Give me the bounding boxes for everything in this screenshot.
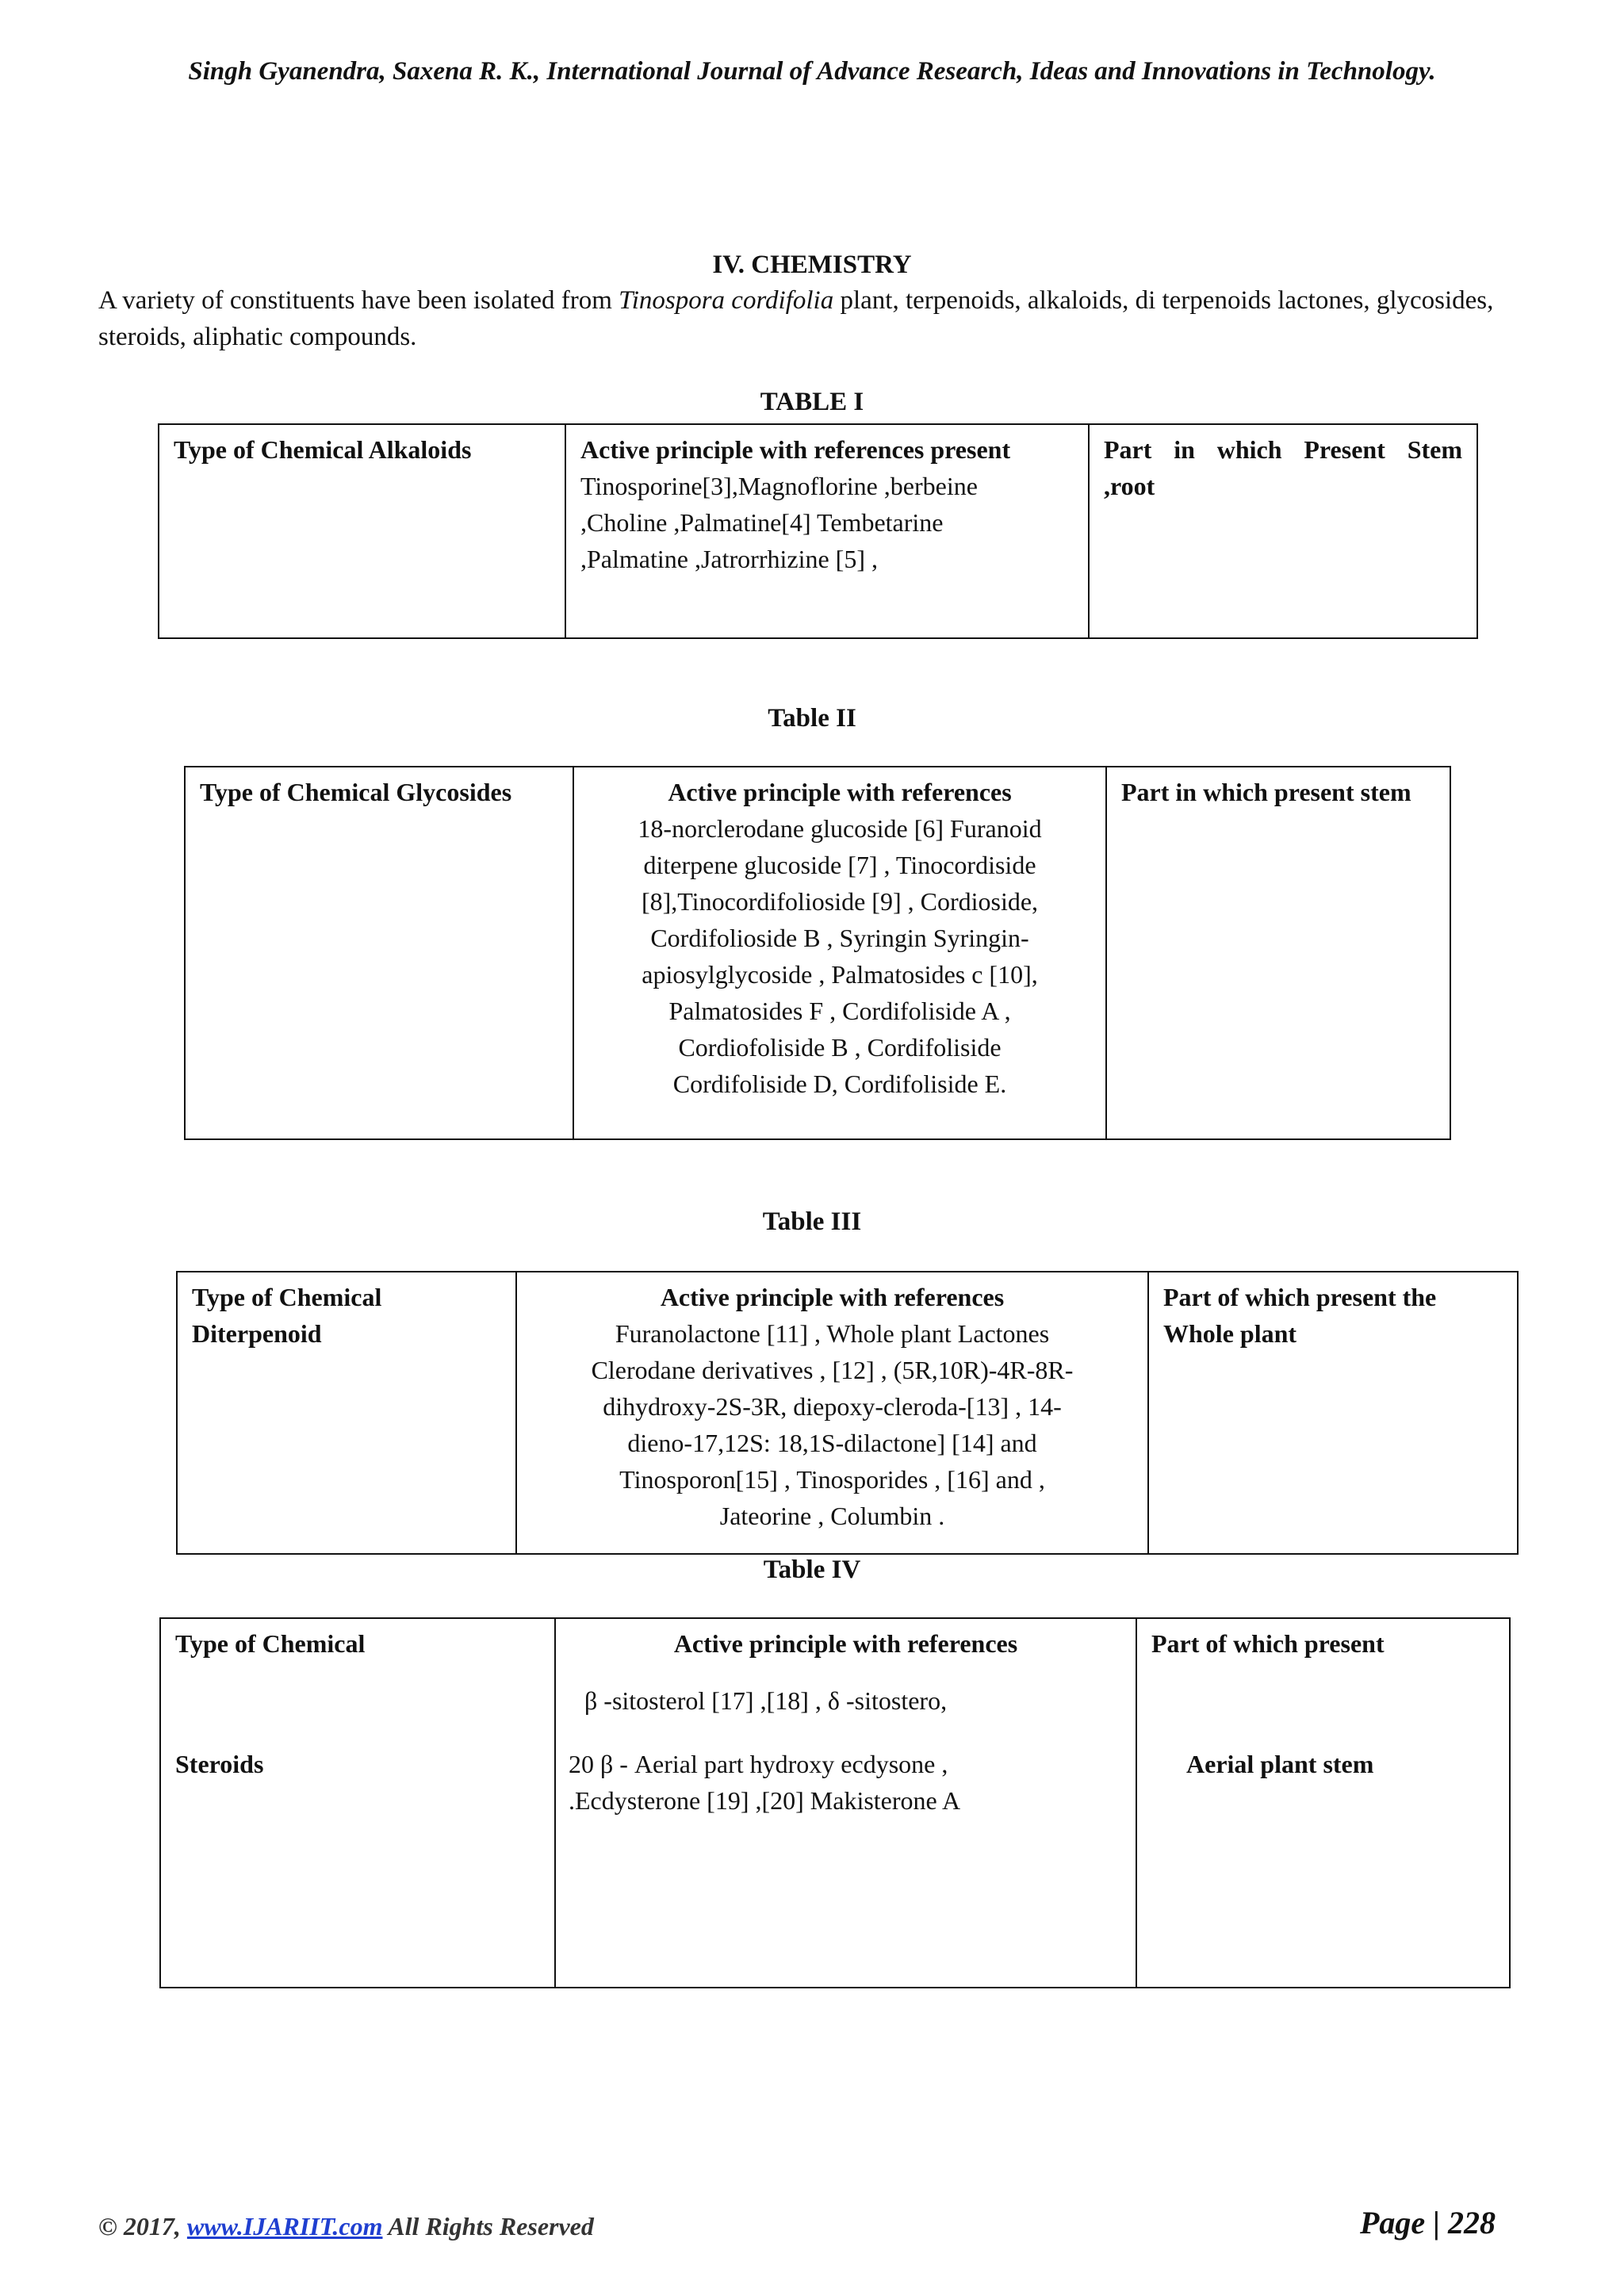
table-2-active-line: Cordiofoliside B , Cordifoliside — [678, 1033, 1002, 1062]
table-2-active-heading: Active principle with references — [668, 778, 1012, 806]
table-3-part-line: Whole plant — [1163, 1319, 1297, 1348]
section-title: IV. CHEMISTRY — [712, 251, 912, 279]
table-4-active-line: β -sitosterol [17] ,[18] , δ -sitostero, — [584, 1686, 948, 1715]
table-3 — [176, 1271, 1519, 1555]
table-2-active-cell — [573, 767, 1106, 1139]
table-1 — [158, 423, 1478, 639]
intro-text-start: A variety of constituents have been isolated from — [98, 286, 619, 315]
table-1-active-heading: Active principle with references present — [580, 435, 1011, 464]
journal-link[interactable]: www.IJARIIT.com — [186, 2212, 383, 2241]
table-1-active-cell — [565, 424, 1089, 638]
table-2-active-list — [588, 810, 1091, 1102]
table-3-active-line: Clerodane derivatives , [12] , (5R,10R)-4R-8R- — [591, 1356, 1074, 1384]
table-1-type-cell — [159, 424, 565, 638]
table-4-active-heading: Active principle with references — [673, 1629, 1018, 1658]
table-2 — [184, 766, 1451, 1140]
table-4-caption: Table IV — [763, 1556, 861, 1584]
intro-paragraph — [98, 282, 1542, 355]
table-1-active-line: Tinosporine[3],Magnoflorine ,berbeine — [580, 472, 978, 500]
running-header: Singh Gyanendra, Saxena R. K., International Journal of Advance Research, Ideas and Innovations in Technology. — [188, 57, 1436, 86]
table-1-type: Type of Chemical Alkaloids — [174, 435, 472, 464]
table-3-active-line: dieno-17,12S: 18,1S-dilactone] [14] and — [627, 1429, 1037, 1457]
table-4 — [159, 1617, 1511, 1988]
table-4-active-line: 20 β - Aerial part hydroxy ecdysone , — [569, 1750, 948, 1778]
table-2-type: Type of Chemical Glycosides — [200, 778, 512, 806]
table-3-active-list — [531, 1315, 1133, 1534]
table-4-type-cell — [160, 1618, 555, 1988]
table-4-type-value: Steroids — [175, 1750, 264, 1778]
table-3-part-line: Part of which present the — [1163, 1283, 1437, 1311]
table-2-active-line: apiosylglycoside , Palmatosides c [10], — [642, 960, 1038, 989]
table-row — [177, 1272, 1518, 1554]
table-1-active-line: ,Palmatine ,Jatrorrhizine [5] , — [580, 545, 878, 573]
table-3-active-heading: Active principle with references — [660, 1283, 1005, 1311]
table-4-active-cell — [555, 1618, 1136, 1988]
table-3-active-cell — [516, 1272, 1148, 1554]
species-name: Tinospora cordifolia — [619, 286, 834, 315]
table-1-part-line: ,root — [1104, 472, 1155, 500]
table-3-caption: Table III — [762, 1207, 862, 1236]
page-number: Page | 228 — [1360, 2205, 1496, 2241]
table-row — [159, 424, 1477, 638]
table-1-part-cell — [1089, 424, 1477, 638]
copyright-prefix: © 2017, — [98, 2212, 187, 2241]
table-2-caption: Table II — [768, 704, 856, 733]
table-row — [160, 1618, 1510, 1988]
table-4-type-heading: Type of Chemical — [175, 1629, 366, 1658]
copyright-suffix: All Rights Reserved — [382, 2212, 594, 2241]
table-3-active-line: Jateorine , Columbin . — [719, 1502, 945, 1530]
table-2-active-line: Cordifoliside D, Cordifoliside E. — [672, 1070, 1007, 1098]
table-1-caption: TABLE I — [760, 388, 864, 416]
table-3-type-cell — [177, 1272, 516, 1554]
table-3-active-line: Furanolactone [11] , Whole plant Lactones — [615, 1319, 1050, 1348]
table-2-part: Part in which present stem — [1121, 778, 1411, 806]
table-3-active-line: dihydroxy-2S-3R, diepoxy-cleroda-[13] , 14- — [603, 1392, 1062, 1421]
table-1-part-line: Part in which Present Stem — [1104, 435, 1462, 464]
footer-copyright — [98, 2212, 594, 2241]
table-4-part-heading: Part of which present — [1151, 1629, 1385, 1658]
table-4-part-value: Aerial plant stem — [1186, 1750, 1374, 1778]
table-2-type-cell — [185, 767, 573, 1139]
table-3-type-line: Type of Chemical — [192, 1283, 382, 1311]
table-3-part-cell — [1148, 1272, 1518, 1554]
table-2-active-line: diterpene glucoside [7] , Tinocordiside — [643, 851, 1036, 879]
table-1-active-line: ,Choline ,Palmatine[4] Tembetarine — [580, 508, 944, 537]
table-2-active-line: [8],Tinocordifolioside [9] , Cordioside, — [641, 887, 1039, 916]
table-1-active-list — [580, 468, 1074, 577]
table-2-active-line: Palmatosides F , Cordifoliside A , — [668, 997, 1011, 1025]
table-3-type-line: Diterpenoid — [192, 1319, 322, 1348]
table-2-active-line: Cordifolioside B , Syringin Syringin- — [650, 924, 1029, 952]
table-row — [185, 767, 1450, 1139]
intro-text-end: plant, terpenoids, alkaloids, di terpenoids lactones, glycosides, steroids, aliphatic compounds. — [98, 286, 1494, 351]
table-3-active-line: Tinosporon[15] , Tinosporides , [16] and , — [619, 1465, 1045, 1494]
table-4-part-cell — [1136, 1618, 1510, 1988]
table-4-active-line: .Ecdysterone [19] ,[20] Makisterone A — [569, 1786, 961, 1815]
table-2-part-cell — [1106, 767, 1450, 1139]
table-2-active-line: 18-norclerodane glucoside [6] Furanoid — [638, 814, 1042, 843]
